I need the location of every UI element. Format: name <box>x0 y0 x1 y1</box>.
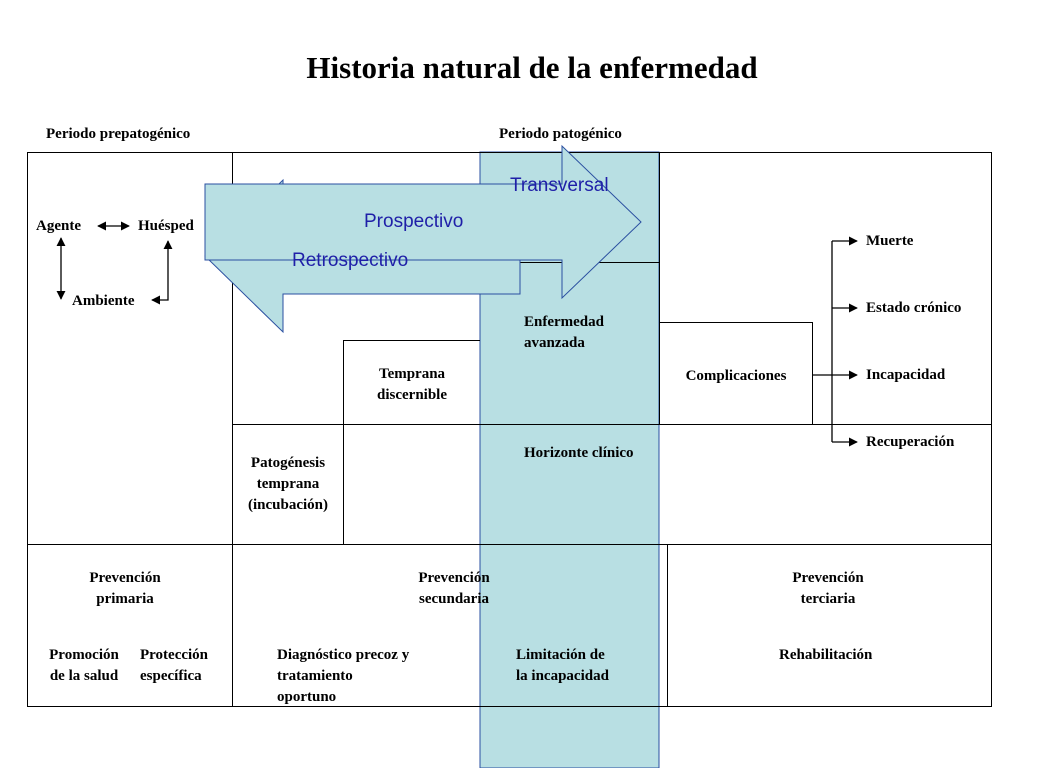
outcome-disability: Incapacidad <box>866 367 946 383</box>
outcome-recovery: Recuperación <box>866 434 955 450</box>
page-title: Historia natural de la enfermedad <box>306 50 758 85</box>
prevention-secondary-label: Prevención secundaria <box>418 570 490 607</box>
triad-arrows <box>61 226 168 300</box>
clinical-horizon-label: Horizonte clínico <box>524 445 634 461</box>
disability-limitation-label: Limitación de la incapacidad <box>516 647 609 684</box>
host-label: Huésped <box>138 218 194 234</box>
outcome-death: Muerte <box>866 233 914 249</box>
retrospective-label: Retrospectivo <box>292 250 409 271</box>
early-diagnosis-label: Diagnóstico precoz y tratamiento oportuno <box>277 647 410 705</box>
early-pathogenesis-label: Patogénesis temprana (incubación) <box>247 455 328 513</box>
specific-protection-label: Protección específica <box>140 647 209 684</box>
prevention-tertiary-label: Prevención terciaria <box>792 570 864 607</box>
period-pathogenic-label: Periodo patogénico <box>499 126 622 142</box>
health-promotion-label: Promoción de la salud <box>49 647 119 684</box>
agent-label: Agente <box>36 218 81 234</box>
prospective-label: Prospectivo <box>364 211 464 232</box>
rehabilitation-label: Rehabilitación <box>779 647 873 663</box>
early-discernible-label: Temprana discernible <box>377 366 447 403</box>
outcome-chronic: Estado crónico <box>866 300 962 316</box>
prevention-primary-label: Prevención primaria <box>89 570 161 607</box>
environment-label: Ambiente <box>72 293 135 309</box>
outcome-arrows <box>812 241 857 442</box>
period-prepathogenic-label: Periodo prepatogénico <box>46 126 191 142</box>
transversal-label: Transversal <box>510 175 609 196</box>
complications-label: Complicaciones <box>685 368 787 384</box>
advanced-disease-label: Enfermedad avanzada <box>524 314 604 351</box>
